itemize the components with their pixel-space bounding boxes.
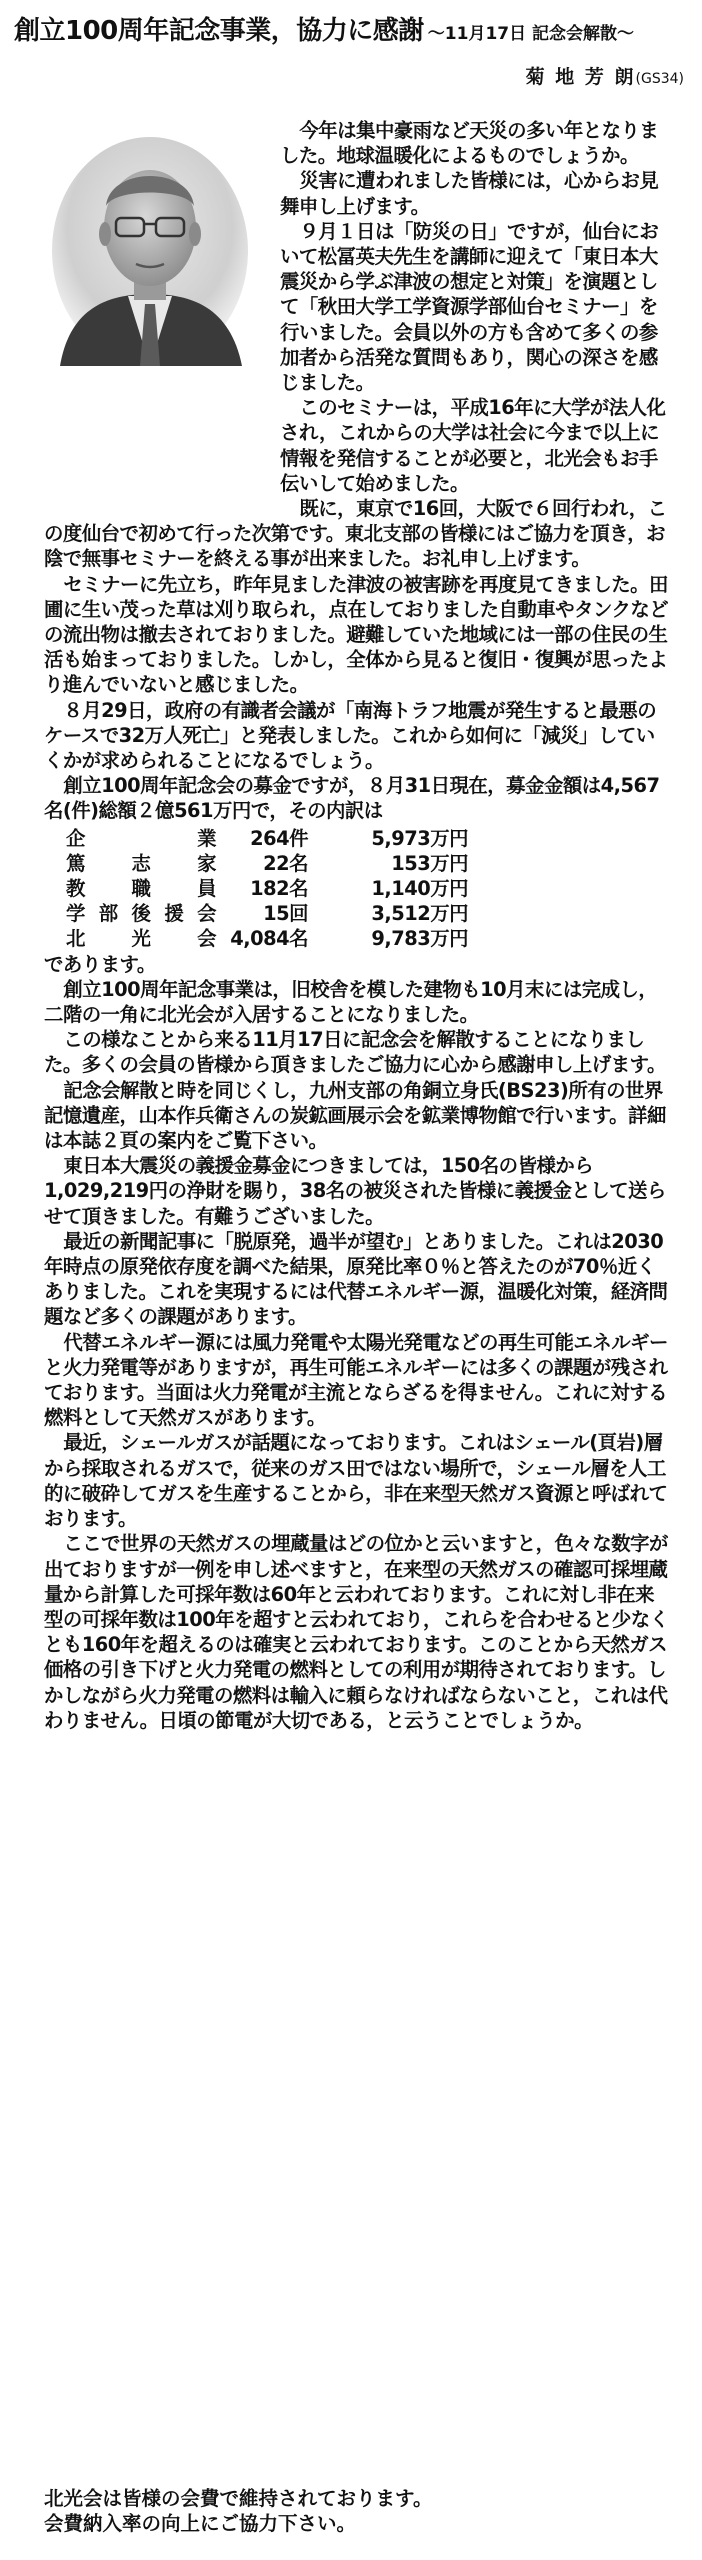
donation-category: 学部後援会: [66, 902, 216, 926]
donation-count: 4,084名: [230, 927, 308, 951]
donation-amount: 5,973万円: [371, 826, 468, 850]
donation-row: [44, 826, 524, 851]
paragraph: 記念会解散と時を同じくし，九州支部の角銅立身氏(BS23)所有の世界記憶遺産，山本作兵衛さんの炭鉱画展示会を鉱業博物館で行います。詳細は本誌２頁の案内をご覧下さい。: [44, 1078, 666, 1153]
paragraph: 代替エネルギー源には風力発電や太陽光発電などの再生可能エネルギーと火力発電等がありますが，再生可能エネルギーには多くの課題が残されております。当面は火力発電が主流とならざるを得ません。これに対する燃料として天然ガスがあります。: [44, 1330, 668, 1430]
donation-row: [44, 901, 524, 926]
paragraph: 最近の新聞記事に「脱原発，過半が望む」とありました。これは2030年時点の原発依存度を調べた結果，原発比率０％と答えたのが70％近くありました。これを実現するには代替エネルギー源，温暖化対策，経済問題など多くの課題があります。: [44, 1229, 668, 1329]
paragraph: 最近，シェールガスが話題になっております。これはシェール(頁岩)層から採取されるガスで，従来のガス田ではない場所で，シェール層を人工的に破砕してガスを生産することから，非在来型天然ガス資源と呼ばれております。: [44, 1431, 668, 1531]
paragraph: 今年は集中豪雨など天災の多い年となりました。地球温暖化によるものでしょうか。: [280, 119, 659, 168]
donation-count: 264件: [250, 826, 308, 850]
paragraph: 創立100周年記念事業は，旧校舎を模した建物も10月末には完成し，二階の一角に北光会が入居することになりました。: [44, 977, 658, 1027]
donation-row: [44, 876, 524, 901]
author-byline: [526, 62, 684, 89]
donation-count: 182名: [250, 877, 308, 901]
paragraph: このセミナーは，平成16年に大学が法人化され，これからの大学は社会に今まで以上に情報を発信することが必要と，北光会もお手伝いして始めました。: [280, 396, 666, 495]
donation-amount: 1,140万円: [371, 877, 468, 901]
donation-category: 篤志家: [66, 851, 216, 875]
donation-row: [44, 926, 524, 951]
article-title: 創立100周年記念事業，協力に感謝: [14, 16, 424, 46]
donation-count: 15回: [263, 902, 308, 926]
donation-category: 北光会: [66, 927, 216, 951]
donation-breakdown-table: [44, 826, 524, 952]
paragraph: 創立100周年記念会の募金ですが，８月31日現在，募金金額は4,567名(件)総額２億561万円で，その内訳は: [44, 774, 660, 823]
donation-amount: 9,783万円: [371, 927, 468, 951]
paragraph: ９月１日は「防災の日」ですが，仙台において松冨英夫先生を講師に迎えて「東日本大震災から学ぶ津波の想定と対策」を演題として「秋田大学工学資源学部仙台セミナー」を行いました。会員以外の方も含めて多くの参加者から活発な質問もあり，関心の深さを感じました。: [280, 219, 659, 395]
author-id: (GS34): [635, 71, 684, 87]
article-header: [14, 10, 694, 50]
notice-line: 北光会は皆様の会費で維持されております。: [44, 2487, 433, 2510]
donation-amount: 153万円: [391, 851, 468, 875]
paragraph: この様なことから来る11月17日に記念会を解散することになりました。多くの会員の皆様から頂きましたご協力に心から感謝申し上げます。: [44, 1028, 666, 1077]
paragraph: ここで世界の天然ガスの埋蔵量はどの位かと云いますと，色々な数字が出ておりますが一例を申し述べますと，在来型の天然ガスの確認可採埋蔵量から計算した可採年数は60年と云われております。これに対し非在来型の可採年数は100年を超すと云われており，これらを合わせると少なくとも160年を超えるのは確実と云われております。このことから天然ガス価格の引き下げと火力発電の燃料としての利用が期待されております。しかしながら火力発電の燃料は輸入に頼らなければならないこと，これは代わりません。日頃の節電が大切である，と云うことでしょうか。: [44, 1532, 669, 1732]
donation-amount: 3,512万円: [371, 902, 468, 926]
notice-line: 会費納入率の向上にご協力下さい。: [44, 2512, 357, 2535]
author-name: 菊 地 芳 朗: [525, 66, 636, 88]
donation-count: 22名: [263, 851, 308, 875]
paragraph: 災害に遭われました皆様には，心からお見舞申し上げます。: [280, 169, 659, 218]
donation-row: [44, 851, 524, 876]
article-body: [44, 118, 670, 1733]
article-subtitle: ～11月17日 記念会解散～: [427, 24, 635, 44]
donation-category: 教職員: [66, 877, 216, 901]
paragraph: セミナーに先立ち，昨年見ました津波の被害跡を再度見てきました。田圃に生い茂った草は刈り取られ，点在しておりました自動車やタンクなどの流出物は撤去されておりました。避難していた地域には一部の住民の生活も始まっておりました。しかし，全体から見ると復旧・復興が思ったより進んでいないと感じました。: [44, 572, 669, 697]
paragraph: 既に，東京で16回，大阪で６回行われ，この度仙台で初めて行った次第です。東北支部の皆様にはご協力を頂き，お陰で無事セミナーを終える事が出来ました。お礼申し上げます。: [44, 497, 667, 571]
membership-notice: [44, 2486, 684, 2536]
paragraph: 東日本大震災の義援金募金につきましては，150名の皆様から1,029,219円の浄財を賜り，38名の被災された皆様に義援金として送らせて頂きました。有難うございました。: [44, 1154, 666, 1228]
paragraph: ８月29日，政府の有識者会議が「南海トラフ地震が発生すると最悪のケースで32万人死亡」と発表しました。これから如何に「減災」していくかが求められることになるでしょう。: [44, 698, 657, 773]
donations-trailer: であります。: [44, 952, 156, 976]
donation-category: 企業: [66, 826, 216, 850]
